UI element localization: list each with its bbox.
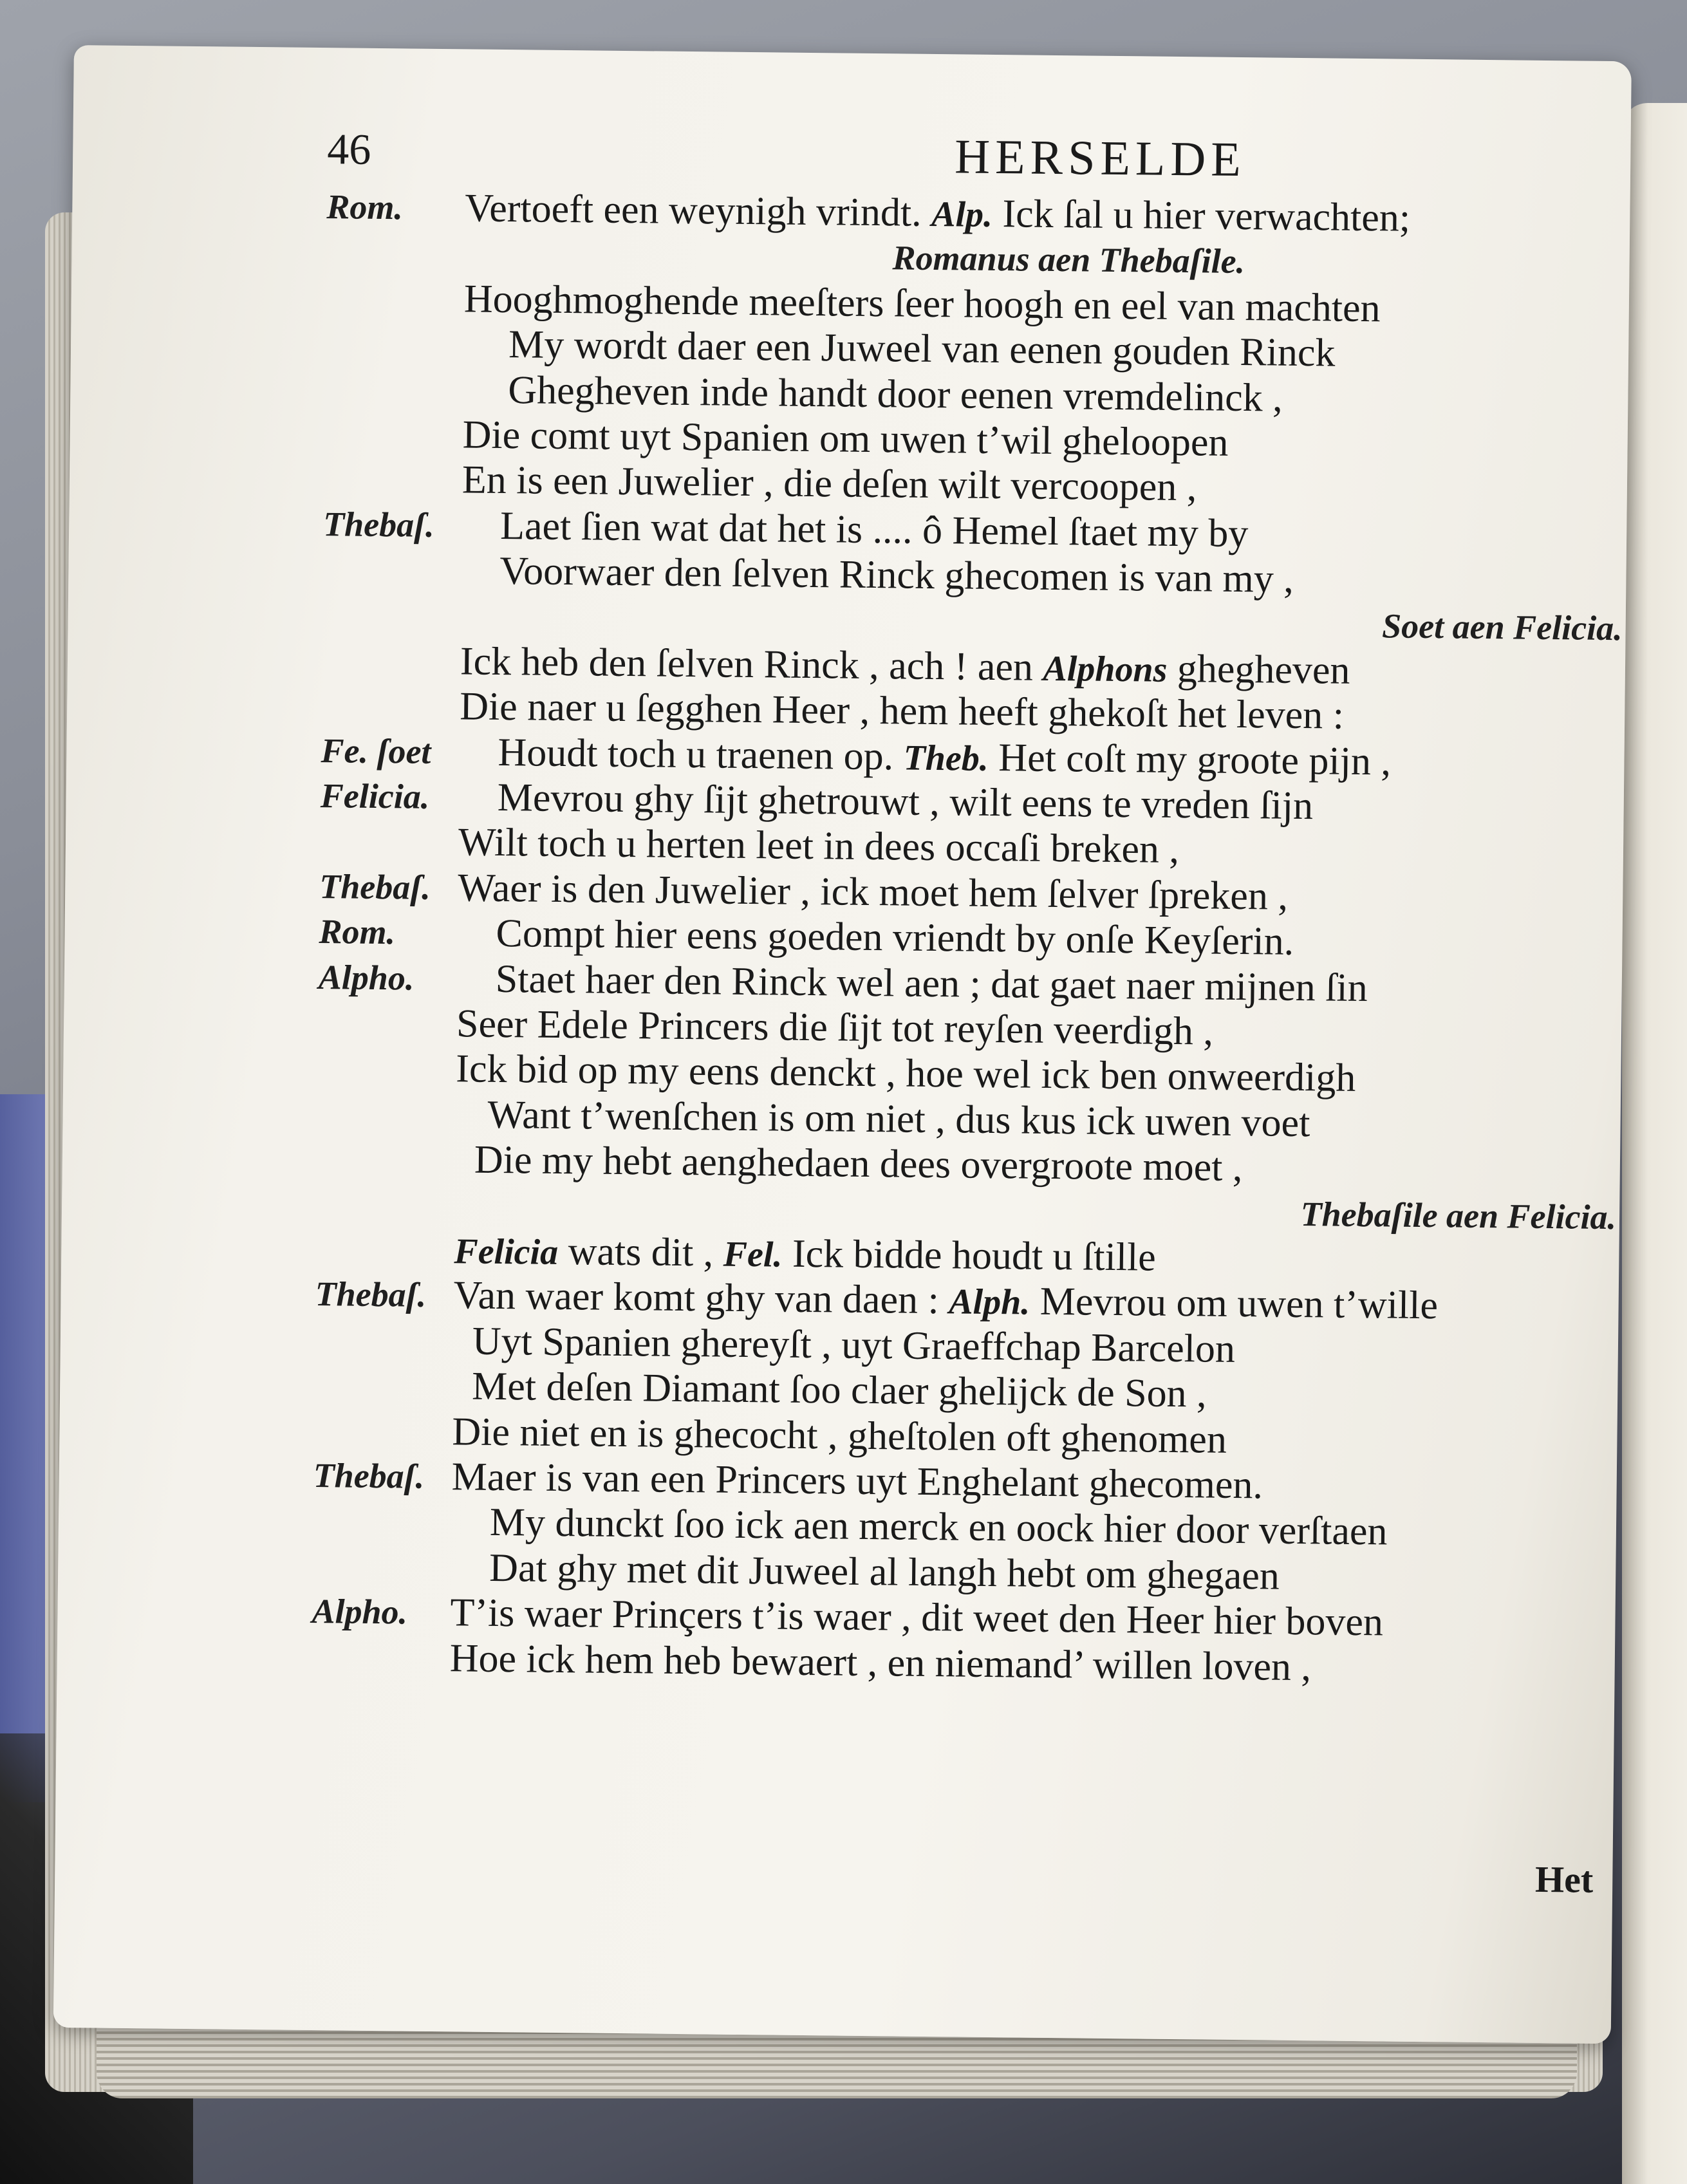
- speaker-label: Alpho.: [312, 1592, 408, 1632]
- verse-text: [449, 1636, 1311, 1690]
- speaker-label: Thebaſ.: [319, 866, 431, 907]
- verse-segment: Uyt Spanien ghereyſt , uyt Graeffchap Barcelon: [472, 1319, 1236, 1371]
- verse-text: [497, 775, 1313, 829]
- inline-speaker: Alph.: [948, 1282, 1030, 1323]
- verse-segment: Mevrou om uwen t’wille: [1029, 1280, 1439, 1328]
- speaker-label: Fe. ſoet: [321, 731, 431, 771]
- verse-segment: Die my hebt aenghedaen dees overgroote moet ,: [474, 1137, 1243, 1190]
- verse-segment: wats dit ,: [557, 1229, 724, 1275]
- running-title: HERSELDE: [954, 129, 1247, 187]
- verse-segment: Seer Edele Princers die ſijt tot reyſen veerdigh ,: [456, 1002, 1214, 1054]
- verse-segment: Maer is van een Princers uyt Enghelant ghecomen.: [451, 1455, 1263, 1507]
- stage-direction: Romanus aen Thebaſile.: [892, 238, 1245, 281]
- page-number: 46: [326, 124, 371, 174]
- speaker-label: Thebaſ.: [315, 1274, 427, 1315]
- verse-text: [458, 820, 1180, 873]
- verse-text: [496, 911, 1294, 964]
- verse-segment: My wordt daer een Juweel van eenen gouden Rinck: [508, 322, 1336, 375]
- speaker-label: Rom.: [326, 187, 404, 227]
- verse-text: [456, 1001, 1214, 1054]
- verse-segment: Voorwaer den ſelven Rinck ghecomen is van my ,: [499, 549, 1294, 602]
- verse-segment: En is een Juwelier , die deſen wilt vercoopen ,: [461, 458, 1197, 510]
- verse-segment: Die niet en is ghecocht , gheſtolen oft ghenomen: [452, 1409, 1227, 1462]
- speaker-label: Rom.: [319, 912, 396, 952]
- play-text: [311, 184, 1626, 1693]
- verse-segment: Van waer komt ghy van daen :: [453, 1273, 949, 1323]
- verse-segment: Staet haer den Rinck wel aen ; dat gaet naer mijnen ſin: [495, 957, 1368, 1010]
- verse-segment: My dunckt ſoo ick aen merck en oock hier door verſtaen: [489, 1500, 1388, 1554]
- verse-text: [487, 1092, 1310, 1146]
- verse-segment: Met deſen Diamant ſoo claer ghelijck de Son ,: [471, 1364, 1207, 1416]
- speaker-label: Alpho.: [318, 957, 415, 998]
- speaker-label: Thebaſ.: [313, 1455, 425, 1496]
- verse-segment: Ick bid op my eens denckt , hoe wel ick ben onweerdigh: [456, 1047, 1356, 1101]
- verse-text: [472, 1364, 1207, 1417]
- verse-segment: Want t’wenſchen is om niet , dus kus ick uwen voet: [487, 1092, 1310, 1146]
- verse-text: [499, 548, 1294, 602]
- stage-direction: Thebaſile aen Felicia.: [1300, 1194, 1617, 1237]
- verse-text: [508, 322, 1336, 376]
- inline-speaker: Theb.: [903, 738, 989, 779]
- verse-segment: Ick ſal u hier verwachten;: [992, 191, 1411, 240]
- verse-segment: Laet ſien wat dat het is .... ô Hemel ſtaet my by: [499, 503, 1249, 555]
- verse-text: [472, 1318, 1236, 1372]
- inline-speaker: Alphons: [1043, 648, 1168, 690]
- verse-segment: Vertoeft een weynigh vrindt.: [465, 186, 932, 235]
- verse-text: [474, 1137, 1243, 1191]
- verse-segment: Die comt uyt Spanien om uwen t’wil gheloopen: [462, 413, 1229, 465]
- inline-speaker: Felicia: [454, 1231, 559, 1273]
- speaker-label: Thebaſ.: [322, 504, 435, 545]
- verse-segment: Ghegheven inde handt door eenen vremdelinck ,: [508, 368, 1283, 420]
- inline-speaker: Fel.: [723, 1234, 783, 1275]
- verse-segment: Wilt toch u herten leet in dees occaſi breken ,: [458, 820, 1180, 872]
- verse-segment: Hooghmoghende meeſters ſeer hoogh en eel van machten: [463, 277, 1381, 331]
- verse-text: [508, 368, 1283, 421]
- verse-segment: Die naer u ſegghen Heer , hem heeft ghekoſt het leven :: [459, 684, 1345, 738]
- verse-segment: Compt hier eens goeden vriendt by onſe Keyſerin.: [496, 911, 1294, 964]
- stage-direction: Soet aen Felicia.: [1381, 606, 1623, 648]
- verse-segment: Ick heb den ſelven Rinck , ach ! aen: [460, 639, 1043, 689]
- verse-text: [489, 1545, 1280, 1599]
- verse-text: [458, 865, 1288, 919]
- verse-segment: Het coſt my groote pijn ,: [988, 735, 1392, 784]
- verse-segment: ghegheven: [1167, 646, 1350, 693]
- speaker-label: Felicia.: [320, 776, 430, 816]
- verse-text: [500, 503, 1249, 557]
- verse-segment: Dat ghy met dit Juweel al langh hebt om ghegaen: [489, 1545, 1280, 1598]
- facing-page-edge: [1622, 103, 1687, 2184]
- verse-segment: Hoe ick hem heb bewaert , en niemand’ willen loven ,: [449, 1636, 1312, 1689]
- verse-segment: Houdt toch u traenen op.: [498, 730, 904, 779]
- catchword: Het: [1534, 1858, 1594, 1901]
- verse-segment: Mevrou ghy ſijt ghetrouwt , wilt eens te vreden ſijn: [497, 776, 1314, 828]
- verse-segment: T’is waer Prinçers t’is waer , dit weet den Heer hier boven: [450, 1591, 1384, 1645]
- page-header: [327, 124, 1580, 194]
- verse-segment: Waer is den Juwelier , ick moet hem ſelver ſpreken ,: [457, 866, 1289, 919]
- inline-speaker: Alp.: [931, 194, 993, 235]
- book-page: [53, 45, 1632, 2044]
- verse-segment: Ick bidde houdt u ſtille: [782, 1231, 1157, 1280]
- verse-text: [462, 458, 1197, 510]
- verse-text: [452, 1409, 1227, 1462]
- verse-text: [451, 1454, 1263, 1508]
- verse-text: [462, 412, 1229, 465]
